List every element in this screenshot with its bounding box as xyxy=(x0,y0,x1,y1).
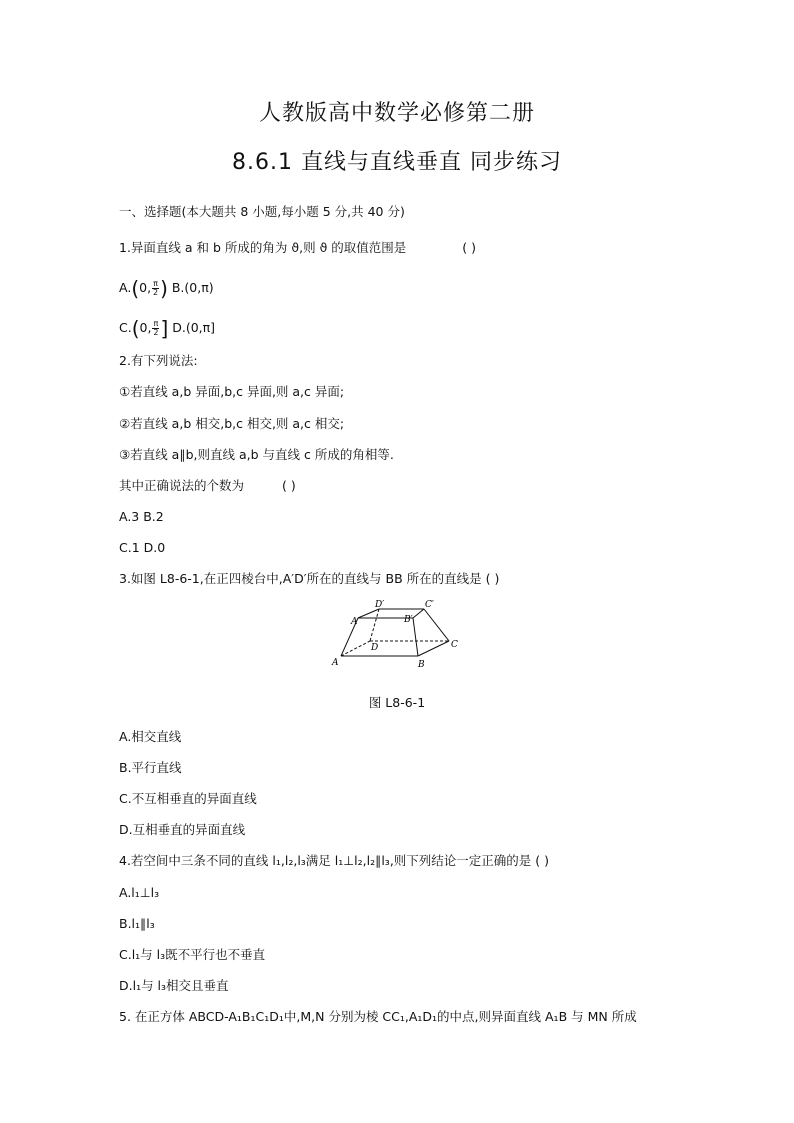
q4-stem-text: 4.若空间中三条不同的直线 l₁,l₂,l₃满足 l₁⊥l₂,l₂∥l₃,则下列结论一定正确的是 xyxy=(119,853,532,868)
frustum-figure xyxy=(329,598,464,673)
edge-c1-c xyxy=(424,609,449,641)
figure-caption: 图 L8-6-1 xyxy=(368,695,426,710)
q4-option-c: C.l₁与 l₃既不平行也不垂直 xyxy=(119,947,266,962)
document-title: 人教版高中数学必修第二册 xyxy=(258,101,535,126)
q1-option-c-label: C. xyxy=(119,320,132,335)
edge-b1-b xyxy=(413,618,418,656)
q3-stem xyxy=(119,571,499,587)
q4-answer-blank: ( ) xyxy=(535,853,550,868)
q4-option-a: A.l₁⊥l₃ xyxy=(119,885,160,900)
label-a1: A′ xyxy=(351,617,360,627)
q1-options-cd: C.(0, $\frac{\pi}{2}$ ] D.(0,π] xyxy=(119,316,216,341)
q2-statement-3: ③若直线 a∥b,则直线 a,b 与直线 c 所成的角相等. xyxy=(119,447,394,462)
q3-stem-text: 3.如图 L8-6-1,在正四棱台中,A′D′所在的直线与 BB 所在的直线是 xyxy=(119,571,482,586)
q2-options-cd: C.1 D.0 xyxy=(119,540,166,555)
label-d1: D′ xyxy=(375,600,385,610)
q1-option-c-fraction: $\frac{\pi}{2}$ xyxy=(153,319,159,337)
q3-option-c: C.不互相垂直的异面直线 xyxy=(119,791,257,806)
q5-stem: 5. 在正方体 ABCD-A₁B₁C₁D₁中,M,N 分别为棱 CC₁,A₁D₁的中点,则异面直线 A₁B 与 MN 所成 xyxy=(119,1009,637,1024)
q2-statement-1: ①若直线 a,b 异面,b,c 异面,则 a,c 异面; xyxy=(119,384,345,399)
section-heading: 一、选择题(本大题共 8 小题,每小题 5 分,共 40 分) xyxy=(119,204,405,219)
edge-c1-b1 xyxy=(413,609,424,618)
q1-option-d: D.(0,π] xyxy=(172,320,216,335)
edge-d1-d xyxy=(370,609,379,641)
q1-stem-text: 1.异面直线 a 和 b 所成的角为 ϑ,则 ϑ 的取值范围是 xyxy=(119,240,407,255)
label-b1: B′ xyxy=(404,615,413,625)
q3-option-b: B.平行直线 xyxy=(119,760,182,775)
label-a: A xyxy=(332,658,339,668)
edge-a-d xyxy=(341,641,370,656)
q2-statement-2: ②若直线 a,b 相交,b,c 相交,则 a,c 相交; xyxy=(119,416,345,431)
label-c1: C′ xyxy=(425,600,434,610)
q2-ask-text: 其中正确说法的个数为 xyxy=(119,478,245,493)
q1-options-ab: A.(0, $\frac{\pi}{2}$ ) B.(0,π) xyxy=(119,276,214,301)
q2-options-ab: A.3 B.2 xyxy=(119,509,164,524)
edge-b-c xyxy=(418,641,449,656)
label-b: B xyxy=(418,660,425,670)
edge-a1-d1 xyxy=(358,609,379,618)
q1-option-a-value: 0, xyxy=(139,280,152,295)
q4-stem xyxy=(119,853,549,869)
q4-option-b: B.l₁∥l₃ xyxy=(119,916,155,931)
q3-option-d: D.互相垂直的异面直线 xyxy=(119,822,246,837)
q2-answer-blank: ( ) xyxy=(281,478,296,493)
q1-option-a-label: A. xyxy=(119,280,132,295)
q1-answer-blank: ( ) xyxy=(462,240,476,255)
q4-option-d: D.l₁与 l₃相交且垂直 xyxy=(119,978,229,993)
label-c: C xyxy=(451,640,458,650)
q1-stem xyxy=(119,240,476,256)
q2-ask xyxy=(119,478,296,494)
q1-option-b: B.(0,π) xyxy=(171,280,214,295)
q3-option-a: A.相交直线 xyxy=(119,729,182,744)
q1-option-c-value: 0, xyxy=(139,320,152,335)
q2-stem: 2.有下列说法: xyxy=(119,353,198,368)
label-d: D xyxy=(371,643,379,653)
q3-answer-blank: ( ) xyxy=(485,571,500,586)
document-subtitle: 8.6.1 直线与直线垂直 同步练习 xyxy=(232,150,562,175)
q1-option-a-fraction: $\frac{\pi}{2}$ xyxy=(153,279,159,297)
